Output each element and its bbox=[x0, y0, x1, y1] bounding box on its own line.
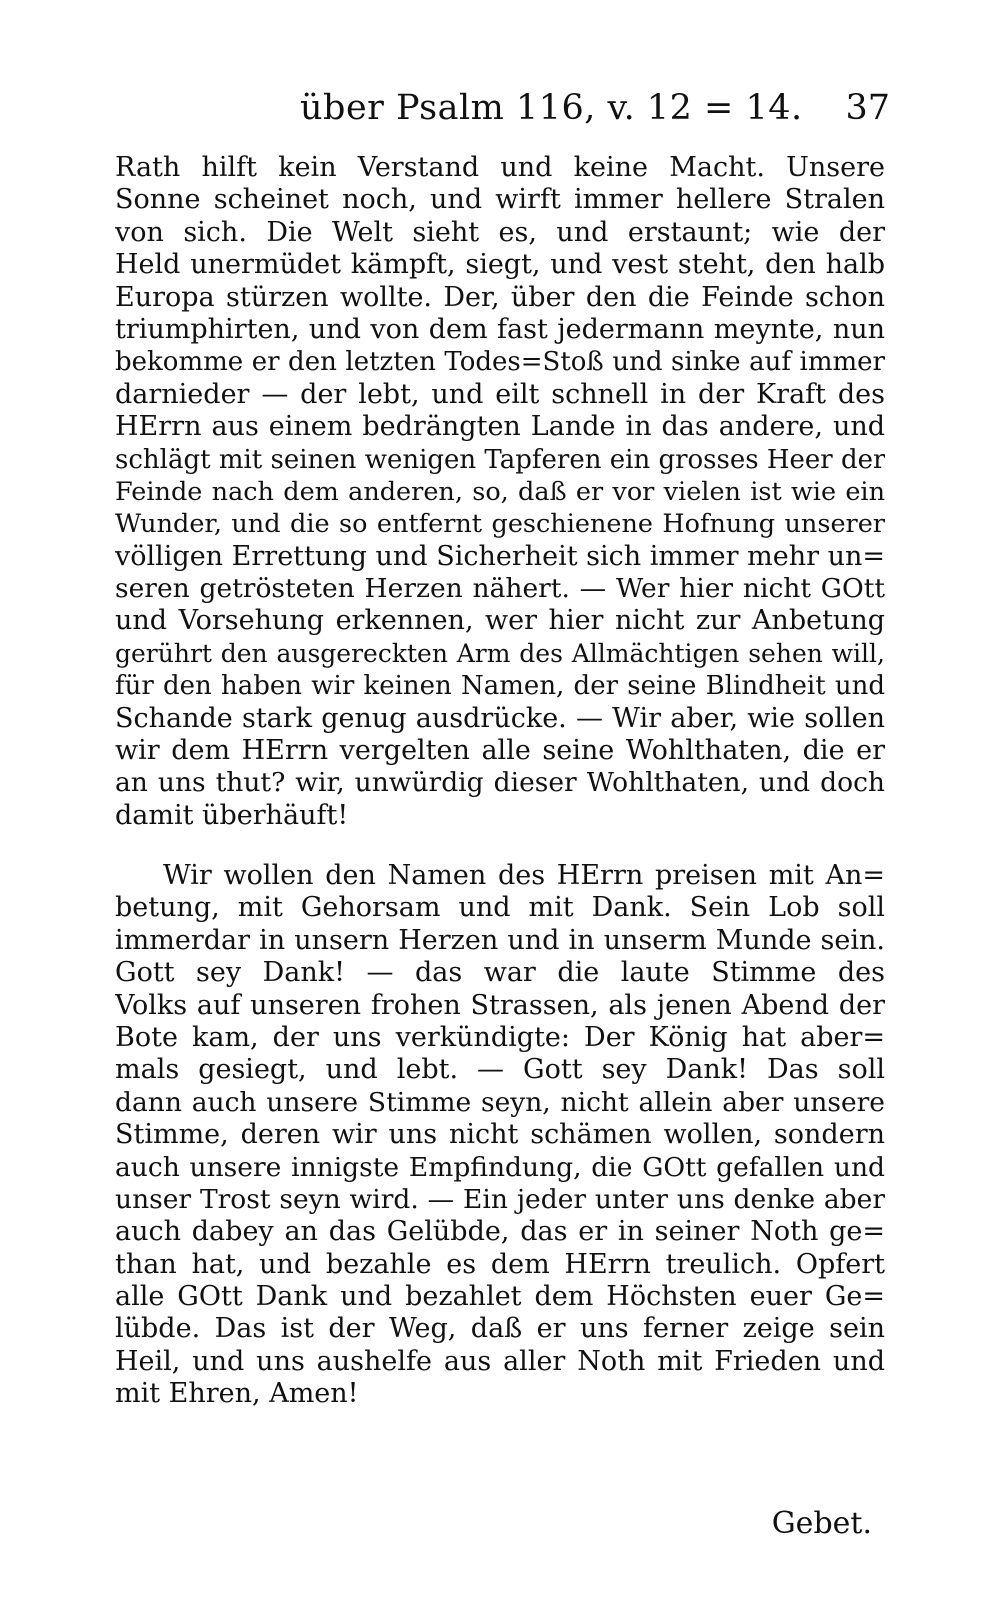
text-line: Wunder, und die so entfernt geschienene Hofnung unserer bbox=[115, 509, 885, 540]
text-line: mit Ehren, Amen! bbox=[115, 1378, 359, 1410]
text-line: darnieder — der lebt, und eilt schnell in der Kraft des bbox=[115, 378, 885, 410]
text-line: und Vorsehung erkennen, wer hier nicht zur Anbetung bbox=[115, 605, 885, 637]
page-number: 37 bbox=[845, 88, 890, 128]
text-line: Schande stark genug ausdrücke. — Wir aber, wie sollen bbox=[115, 702, 885, 734]
text-line: seren getrösteten Herzen nähert. — Wer hier nicht GOtt bbox=[115, 573, 885, 605]
text-line: immerdar in unsern Herzen und in unserm Munde sein. bbox=[115, 924, 885, 956]
text-line: gerührt den ausgereckten Arm des Allmächtigen sehen will, bbox=[115, 638, 885, 668]
text-line: bekomme er den letzten Todes=Stoß und sinke auf immer bbox=[115, 347, 885, 378]
text-line: an uns thut? wir, unwürdig dieser Wohlthaten, und doch bbox=[115, 767, 885, 799]
text-line: damit überhäuft! bbox=[115, 799, 349, 831]
text-line: für den haben wir keinen Namen, der seine Blindheit und bbox=[115, 671, 885, 702]
text-line: wir dem HErrn vergelten alle seine Wohlthaten, die er bbox=[115, 735, 885, 767]
text-line: Heil, und uns aushelfe aus aller Noth mit Frieden und bbox=[115, 1345, 885, 1377]
paragraph bbox=[115, 860, 885, 1411]
text-line: triumphirten, und von dem fast jedermann meynte, nun bbox=[115, 313, 885, 345]
text-line: alle GOtt Dank und bezahlet dem Höchsten euer Ge= bbox=[115, 1281, 885, 1313]
text-line: Sonne scheinet noch, und wirft immer hellere Stralen bbox=[115, 184, 885, 216]
paragraph bbox=[115, 152, 885, 832]
text-line: Feinde nach dem anderen, so, daß er vor vielen ist wie ein bbox=[115, 476, 885, 507]
text-line: dann auch unsere Stimme seyn, nicht allein aber unsere bbox=[115, 1086, 885, 1118]
catchword: Gebet. bbox=[771, 1506, 872, 1541]
text-line: auch unsere innigste Empfindung, die GOtt gefallen und bbox=[115, 1151, 885, 1183]
text-line: von sich. Die Welt sieht es, und erstaunt; wie der bbox=[115, 216, 885, 248]
text-line: schlägt mit seinen wenigen Tapferen ein grosses Heer der bbox=[115, 444, 885, 475]
text-line: Gott sey Dank! — das war die laute Stimme des bbox=[115, 957, 885, 989]
text-line: Wir wollen den Namen des HErrn preisen mit An= bbox=[163, 860, 885, 891]
text-line: Held unermüdet kämpft, siegt, und vest steht, den halb bbox=[115, 249, 885, 281]
text-line: völligen Errettung und Sicherheit sich immer mehr un= bbox=[115, 540, 885, 572]
text-line: lübde. Das ist der Weg, daß er uns ferner zeige sein bbox=[115, 1313, 885, 1345]
text-line: Stimme, deren wir uns nicht schämen wollen, sondern bbox=[115, 1119, 885, 1151]
text-line: Europa stürzen wollte. Der, über den die Feinde schon bbox=[115, 281, 885, 313]
text-line: than hat, und bezahle es dem HErrn treulich. Opfert bbox=[115, 1248, 885, 1280]
text-line: betung, mit Gehorsam und mit Dank. Sein Lob soll bbox=[115, 892, 885, 924]
running-title: über Psalm 116, v. 12 = 14. bbox=[300, 88, 803, 128]
text-line: Bote kam, der uns verkündigte: Der König hat aber= bbox=[115, 1021, 885, 1053]
text-line: mals gesiegt, und lebt. — Gott sey Dank! Das soll bbox=[115, 1054, 885, 1086]
text-line: HErrn aus einem bedrängten Lande in das andere, und bbox=[115, 411, 885, 443]
text-line: Volks auf unseren frohen Strassen, als jenen Abend der bbox=[115, 989, 885, 1021]
text-line: Rath hilft kein Verstand und keine Macht. Unsere bbox=[115, 152, 885, 183]
text-line: auch dabey an das Gelübde, das er in seiner Noth ge= bbox=[115, 1216, 885, 1248]
text-line: unser Trost seyn wird. — Ein jeder unter uns denke aber bbox=[115, 1183, 885, 1215]
